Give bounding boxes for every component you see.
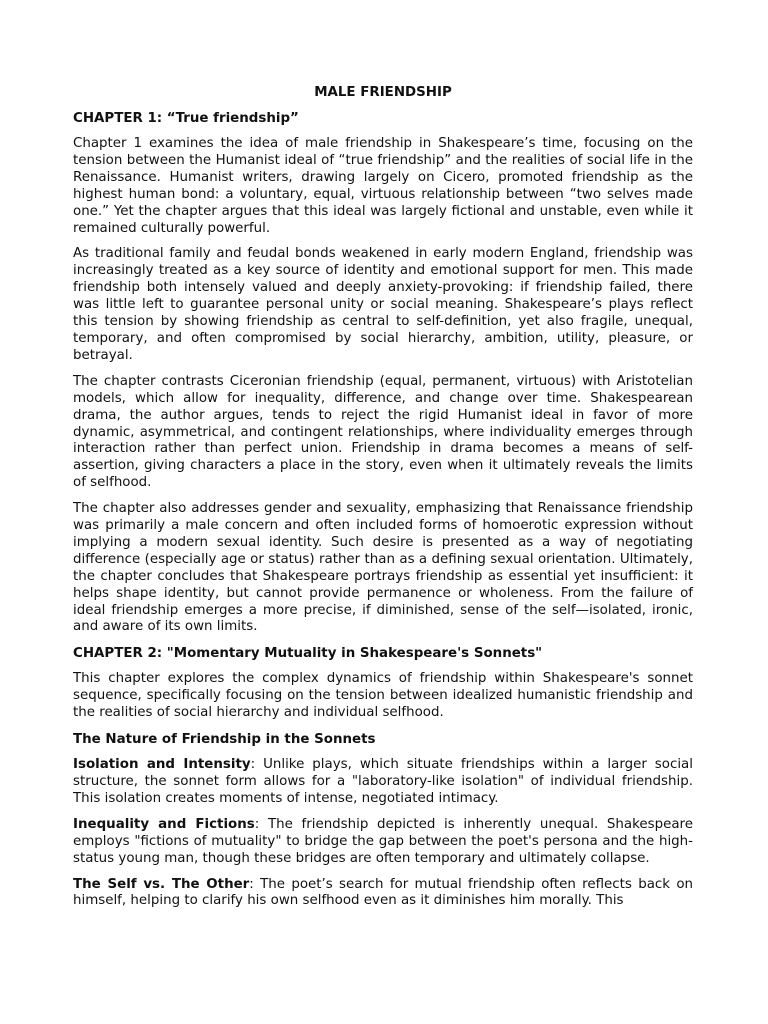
point-term: Isolation and Intensity [73, 757, 251, 773]
chapter-2-intro: This chapter explores the complex dynamics of friendship within Shakespeare's sonnet sequence, specifically focusing on the tension between idealized humanistic friendship and the realities of social hierarchy and individual selfhood. [73, 671, 693, 721]
point-term: Inequality and Fictions [73, 816, 255, 832]
chapter-1-paragraph: The chapter also addresses gender and sexuality, emphasizing that Renaissance friendship was primarily a male concern and often included forms of homoerotic expression without implying a modern sexual identity. Such desire is presented as a way of negotiating difference (especially age or status) rather than as a defining sexual orientation. Ultimately, the chapter concludes that Shakespeare portrays friendship as essential yet insufficient: it helps shape identity, but cannot provide permanence or wholeness. From the failure of ideal friendship emerges a more precise, if diminished, sense of the self—isolated, ironic, and aware of its own limits. [73, 501, 693, 635]
chapter-2-heading: CHAPTER 2: "Momentary Mutuality in Shakespeare's Sonnets" [73, 646, 543, 662]
point-text: : The friendship depicted is inherently unequal. Shakespeare employs "fictions of mutuality" to bridge the gap between the poet's persona and the high-status young man, though these bridges are often temporary and ultimately collapse. [73, 816, 693, 866]
point-term: The Self vs. The Other [73, 876, 250, 892]
chapter-1-paragraph: As traditional family and feudal bonds weakened in early modern England, friendship was increasingly treated as a key source of identity and emotional support for men. This made friendship both intensely valued and deeply anxiety-provoking: if friendship failed, there was little left to guarantee personal unity or social meaning. Shakespeare’s plays reflect this tension by showing friendship as central to self-definition, yet also fragile, unequal, temporary, and often compromised by social hierarchy, ambition, utility, pleasure, or betrayal. [73, 246, 693, 363]
section-heading: The Nature of Friendship in the Sonnets [73, 732, 376, 748]
point-text: : The poet’s search for mutual friendship often reflects back on himself, helping to clarify his own selfhood even as it diminishes him morally. This [73, 876, 694, 909]
document-title: MALE FRIENDSHIP [314, 85, 452, 100]
point-paragraph [73, 757, 693, 808]
point-text: : Unlike plays, which situate friendships within a larger social structure, the sonnet form allows for a "laboratory-like isolation" of individual friendship. This isolation creates moments of intense, negotiated intimacy. [73, 757, 693, 806]
point-paragraph [73, 817, 693, 868]
point-paragraph [73, 877, 693, 911]
chapter-1-heading: CHAPTER 1: “True friendship” [73, 111, 299, 126]
chapter-1-paragraph: The chapter contrasts Ciceronian friendship (equal, permanent, virtuous) with Aristotelian models, which allow for inequality, difference, and change over time. Shakespearean drama, the author argues, tends to reject the rigid Humanist ideal in favor of more dynamic, asymmetrical, and contingent relationships, where individuality emerges through interaction rather than perfect union. Friendship in drama becomes a means of self-assertion, giving characters a place in the story, even when it ultimately reveals the limits of selfhood. [73, 373, 693, 491]
chapter-1-paragraph: Chapter 1 examines the idea of male friendship in Shakespeare’s time, focusing on the tension between the Humanist ideal of “true friendship” and the realities of social life in the Renaissance. Humanist writers, drawing largely on Cicero, promoted friendship as the highest human bond: a voluntary, equal, virtuous relationship between “two selves made one.” Yet the chapter argues that this ideal was largely fictional and unstable, even while it remained culturally powerful. [73, 136, 693, 236]
